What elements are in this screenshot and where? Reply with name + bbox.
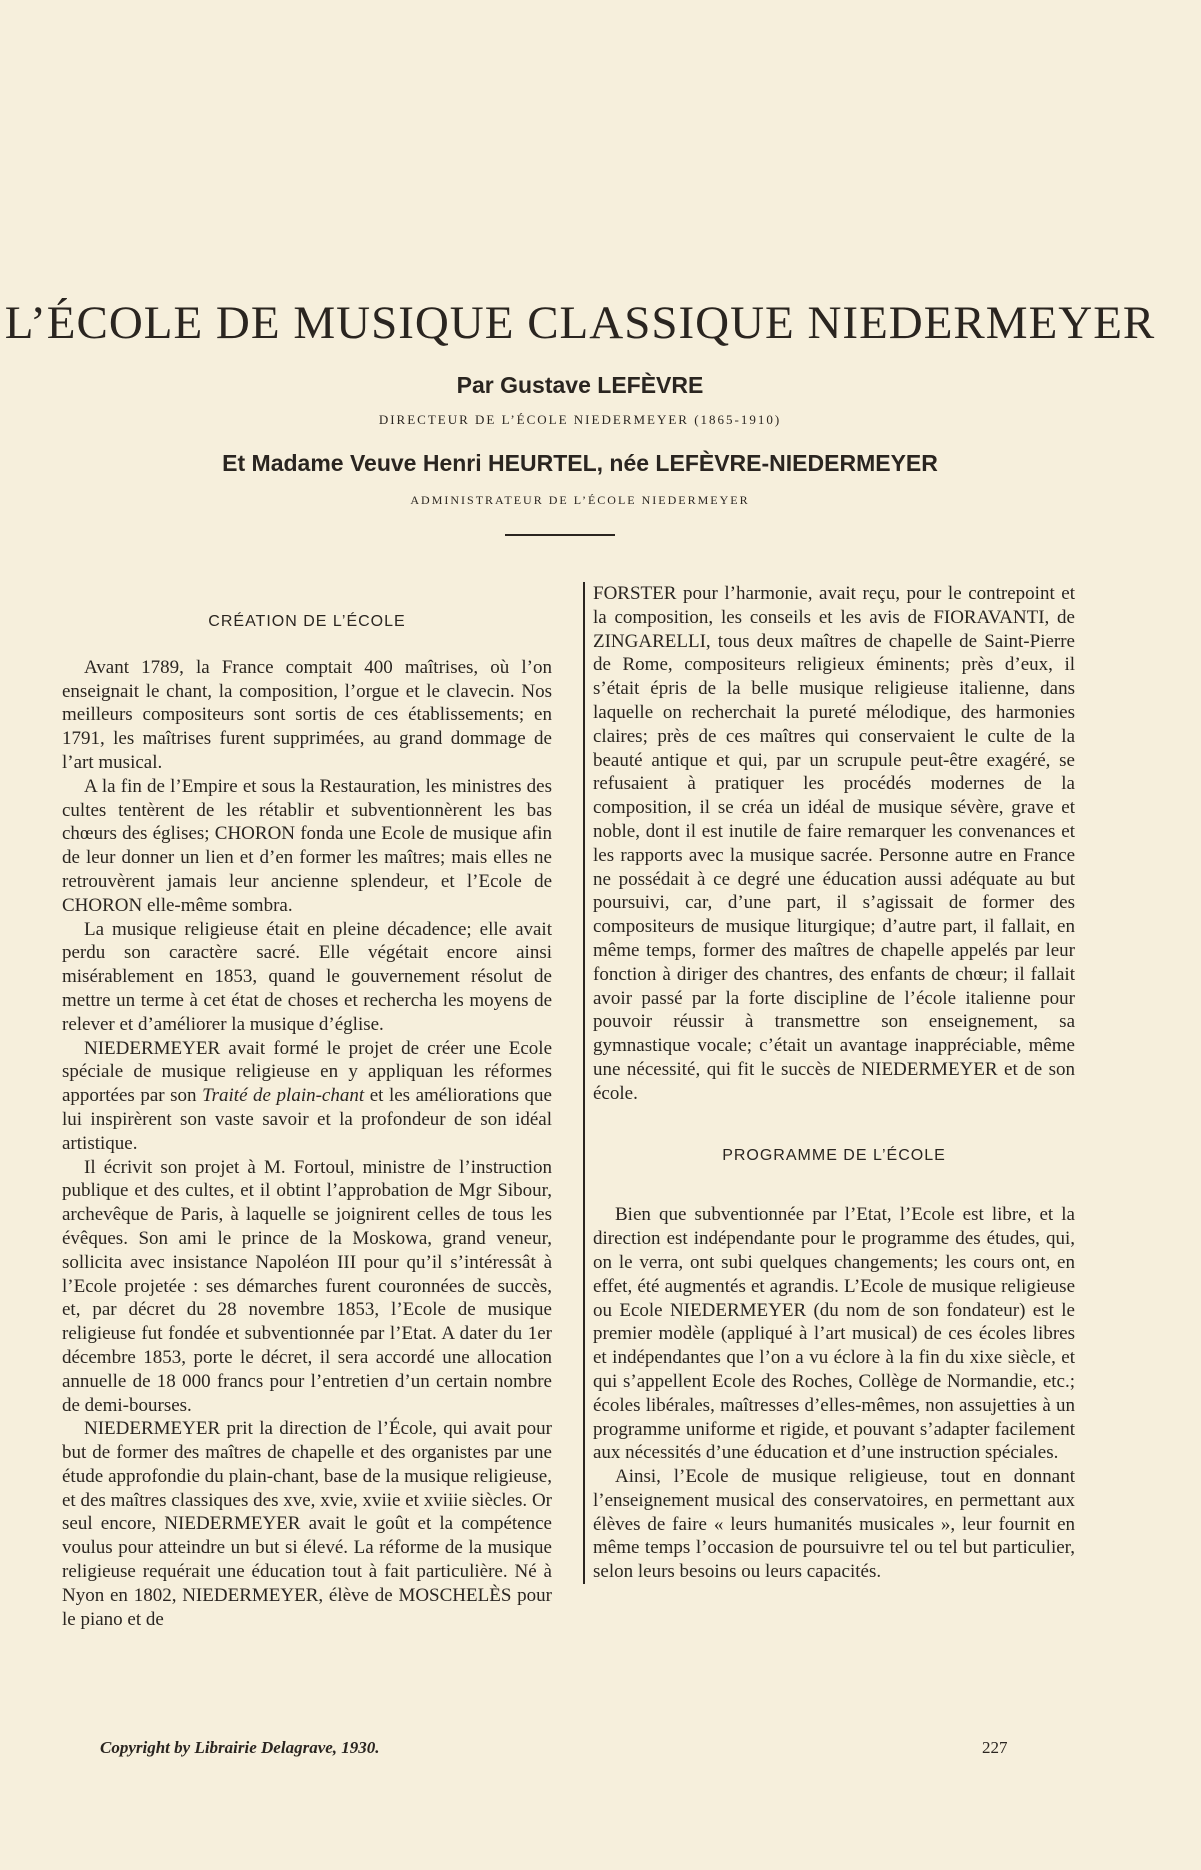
coauthor-role: ADMINISTRATEUR DE L’ÉCOLE NIEDERMEYER: [410, 493, 750, 507]
paragraph: Ainsi, l’Ecole de musique religieuse, tout en donnant l’enseignement musical des conservatoires, en permettant aux élèves de faire « leurs humanités musicales », leur fournit en même temps l’occasion de poursuivre tel ou tel but particulier, selon leurs besoins ou leurs capacités.: [593, 1466, 1075, 1583]
book-title: Traité de plain-chant: [202, 1085, 365, 1107]
paragraph: A la fin de l’Empire et sous la Restauration, les ministres des cultes tentèrent de les rétablir et subventionnèrent les bas chœurs des églises; CHORON fonda une Ecole de musique afin de leur donner un lien et d’en former les maîtres; mais elles ne retrouvèrent jamais leur ancienne splendeur, et l’Ecole de CHORON elle-même sombra.: [62, 775, 552, 916]
right-column: [583, 582, 1075, 1584]
section-heading-programme: PROGRAMME DE L’ÉCOLE: [722, 1146, 946, 1164]
title-divider: [505, 534, 615, 536]
paragraph-text: NIEDERMEYER avait formé le projet de créer une Ecole spéciale de musique religieuse en y appliquan les réformes apportées par son: [62, 1037, 552, 1107]
section-heading-creation: CRÉATION DE L’ÉCOLE: [208, 613, 406, 630]
article-title: L’ÉCOLE DE MUSIQUE CLASSIQUE NIEDERMEYER: [4, 297, 1156, 349]
paragraph: Il écrivit son projet à M. Fortoul, ministre de l’instruction publique et des cultes, et il obtint l’approbation de Mgr Sibour, archevêque de Paris, à laquelle se joignirent celles de tous les évêques. Son ami le prince de la Moskowa, grand veneur, sollicita avec insistance Napoléon III pour qu’il s’intéressât à l’Ecole projetée : ses démarches furent couronnées de succès, et, par décret du 28 novembre 1853, l’Ecole de musique religieuse fut fondée et subventionnée par l’Etat. A dater du 1er décembre 1853, porte le décret, il sera accordé une allocation annuelle de 18 000 francs pour l’entretien d’un certain nombre de demi-bourses.: [62, 1156, 552, 1416]
paragraph: FORSTER pour l’harmonie, avait reçu, pour le contrepoint et la composition, les conseils et les avis de FIORAVANTI, de ZINGARELLI, tous deux maîtres de chapelle de Saint-Pierre de Rome, compositeurs religieux éminents; près d’eux, il s’était épris de la belle musique religieuse italienne, dans laquelle on recherchait la pureté mélodique, des harmonies claires; près de ces maîtres qui conservaient le culte de la beauté antique et qui, par un scrupule peut-être exagéré, se refusaient à pratiquer les procédés modernes de la composition, il se créa un idéal de musique sévère, grave et noble, dont il est inutile de faire remarquer les convenances et les rapports avec la musique sacrée. Personne autre en France ne possédait à ce degré une éducation aussi adéquate au but poursuivi, car, d’une part, il s’agissait de former des compositeurs de musique liturgique; d’autre part, il fallait, en même temps, former des maîtres de chapelle appelés par leur fonction à diriger des chantres, des enfants de chœur; il fallait avoir passé par la forte discipline de l’école italienne pour pouvoir réussir à transmettre son enseignement, sa gymnastique vocale; c’était un avantage inappréciable, même une nécessité, qui fit le succès de NIEDERMEYER et de son école.: [593, 583, 1075, 1104]
author-role: DIRECTEUR DE L’ÉCOLE NIEDERMEYER (1865-1910): [378, 412, 782, 427]
paragraph-text: et les améliorations que lui inspirèrent son vaste savoir et la profondeur de son idéal artistique.: [62, 1085, 552, 1154]
paragraph: Avant 1789, la France comptait 400 maîtrises, où l’on enseignait le chant, la composition, l’orgue et le clavecin. Nos meilleurs compositeurs sont sortis de ces établissements; en 1791, les maîtrises furent supprimées, au grand dommage de l’art musical.: [62, 656, 552, 773]
paragraph: [62, 1037, 552, 1156]
copyright-footer: Copyright by Librairie Delagrave, 1930.: [100, 1738, 380, 1757]
left-column: [62, 580, 552, 1631]
paragraph: NIEDERMEYER prit la direction de l’École, qui avait pour but de former des maîtres de chapelle et des organistes par une étude approfondie du plain-chant, base de la musique religieuse, et des maîtres classiques des xve, xvie, xviie et xviiie siècles. Or seul encore, NIEDERMEYER avait le goût et la compétence voulus pour atteindre un but si élevé. La réforme de la musique religieuse requérait une éducation tout à fait particulière. Né à Nyon en 1802, NIEDERMEYER, élève de MOSCHELÈS pour le piano et de: [62, 1418, 552, 1630]
author-line: Par Gustave LEFÈVRE: [456, 372, 704, 398]
paragraph: La musique religieuse était en pleine décadence; elle avait perdu son caractère sacré. Elle végétait encore ainsi misérablement en 1853, quand le gouvernement résolut de mettre un terme à cet état de choses et rechercha les moyens de relever et d’améliorer la musique d’église.: [62, 918, 552, 1035]
page-number: 227: [982, 1738, 1008, 1757]
coauthor-line: Et Madame Veuve Henri HEURTEL, née LEFÈVRE-NIEDERMEYER: [222, 450, 938, 476]
paragraph: Bien que subventionnée par l’Etat, l’Ecole est libre, et la direction est indépendante pour le programme des études, qui, on le verra, ont subi quelques changements; les cours ont, en effet, été augmentés et agrandis. L’Ecole de musique religieuse ou Ecole NIEDERMEYER (du nom de son fondateur) est le premier modèle (appliqué à l’art musical) de ces écoles libres et indépendantes que l’on a vu éclore à la fin du xixe siècle, et qui s’appellent Ecole des Roches, Collège de Normandie, etc.; écoles libérales, maîtresses d’elles-mêmes, non assujetties à un programme uniforme et rigide, et pouvant s’adapter facilement aux nécessités d’une éducation et d’une instruction spéciales.: [593, 1204, 1075, 1464]
